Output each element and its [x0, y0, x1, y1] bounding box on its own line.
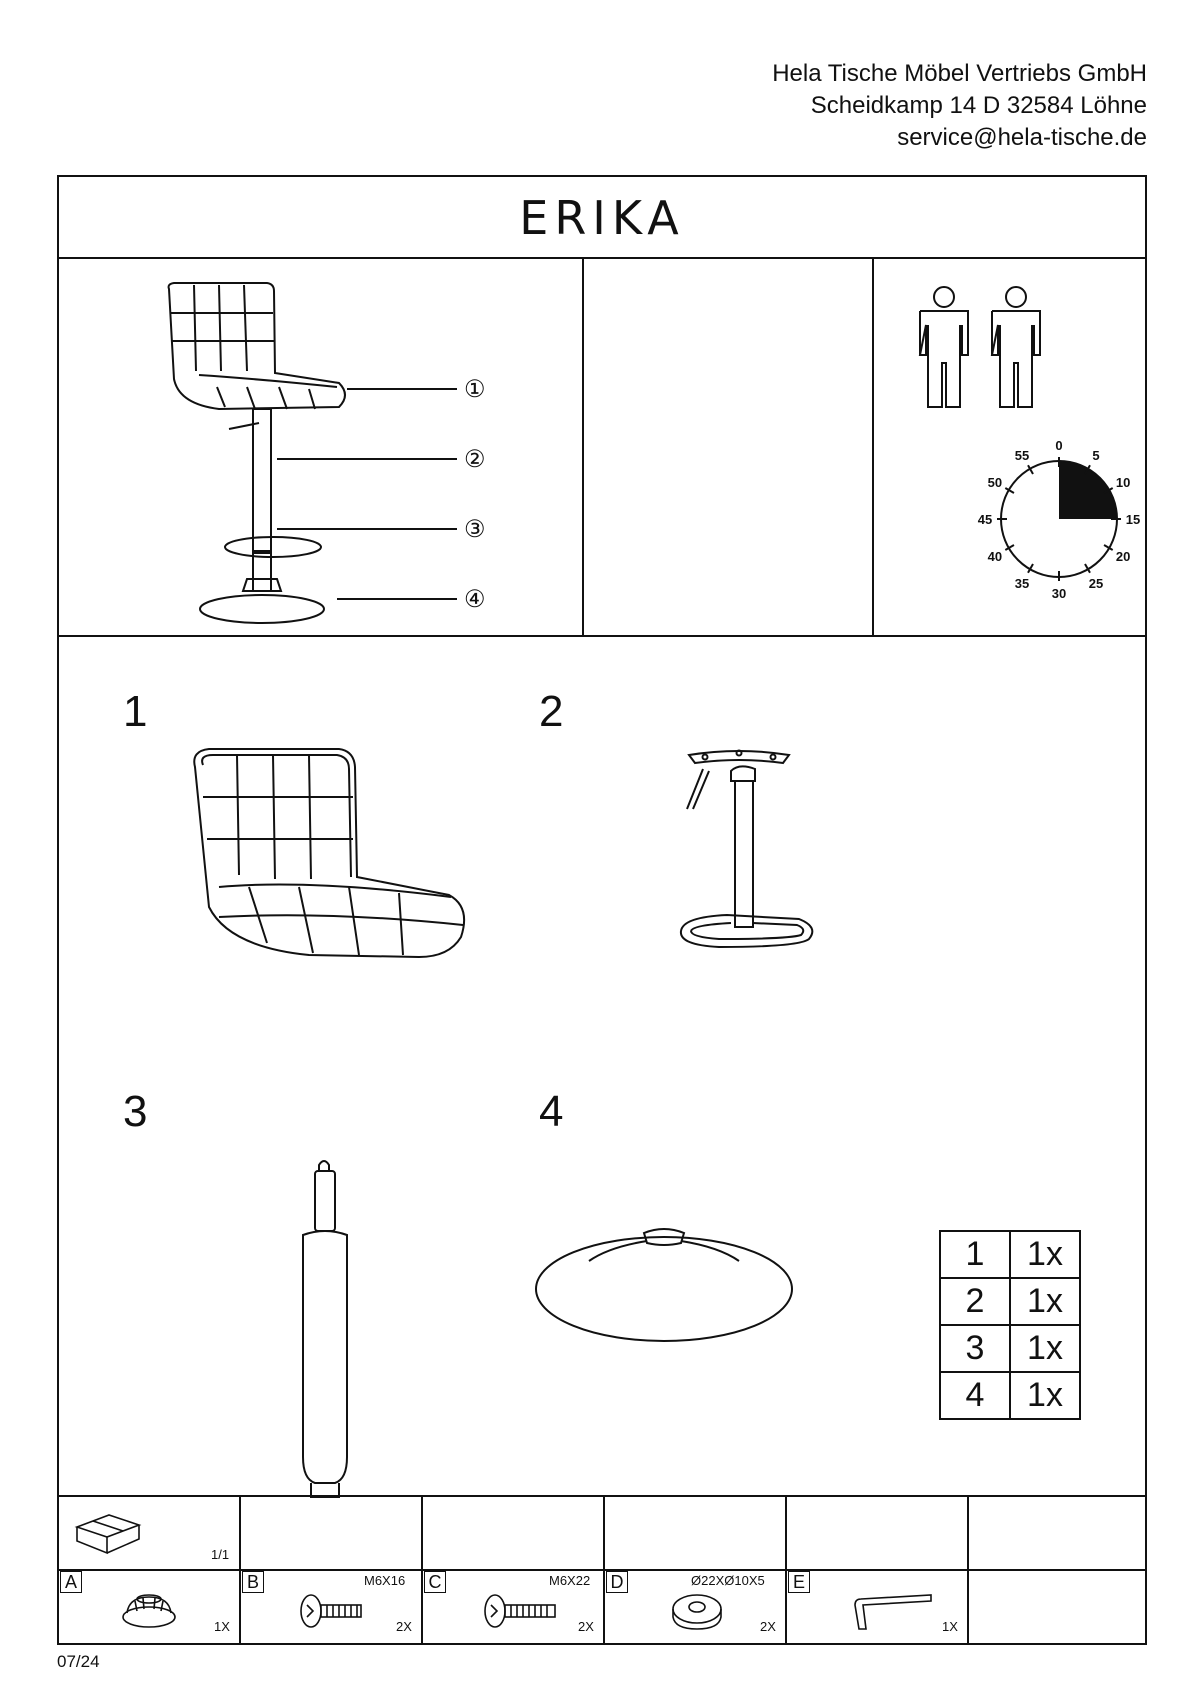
qty-cell: 1x [1010, 1372, 1080, 1419]
callout-2: ② [464, 446, 486, 473]
bolt-icon [299, 1593, 369, 1633]
hardware-size-c: M6X22 [549, 1573, 591, 1588]
base-plate-illustration [529, 1207, 799, 1347]
hardware-letter-a: A [60, 1571, 82, 1593]
hardware-letter-d: D [606, 1571, 628, 1593]
glide-cap-icon [117, 1587, 181, 1633]
hardware-letter-e: E [788, 1571, 810, 1593]
clock-label: 20 [1115, 549, 1131, 564]
parts-area [59, 637, 1145, 1495]
clock-label: 40 [987, 549, 1003, 564]
qty-cell: 1x [1010, 1278, 1080, 1325]
quantity-table [939, 1230, 1081, 1420]
washer-icon [667, 1589, 727, 1633]
company-name: Hela Tische Möbel Vertriebs GmbH [772, 60, 1147, 87]
part-number-3: 3 [123, 1087, 148, 1136]
clock-label: 50 [987, 475, 1003, 490]
revision-date: 07/24 [57, 1652, 100, 1671]
overview-row [59, 259, 1145, 637]
table-row [940, 1231, 1080, 1278]
callout-3: ③ [464, 516, 486, 543]
company-info [772, 58, 1147, 154]
clock-label: 5 [1092, 447, 1100, 463]
box-count: 1/1 [211, 1547, 230, 1562]
divider [59, 1569, 1145, 1571]
table-row [940, 1372, 1080, 1419]
title-row [59, 177, 1145, 259]
hardware-qty-e: 1X [942, 1619, 958, 1634]
hardware-letter-b: B [242, 1571, 264, 1593]
divider [603, 1497, 605, 1643]
callout-1: ① [464, 376, 486, 403]
clock-label: 0 [1055, 438, 1063, 453]
company-address: Scheidkamp 14 D 32584 Löhne [810, 92, 1147, 119]
timer-clock-icon [959, 419, 1159, 619]
part-cell: 2 [940, 1278, 1010, 1325]
table-row [940, 1278, 1080, 1325]
clock-label: 15 [1125, 512, 1141, 527]
part-cell: 1 [940, 1231, 1010, 1278]
part-number-4: 4 [539, 1087, 564, 1136]
table-row [940, 1325, 1080, 1372]
assembled-stool-illustration [159, 279, 579, 629]
hardware-strip [59, 1495, 1145, 1643]
product-title: ERIKA [519, 191, 685, 245]
clock-label: 35 [1014, 576, 1030, 592]
hardware-size-d: Ø22XØ10X5 [691, 1573, 765, 1588]
part-cell: 4 [940, 1372, 1010, 1419]
two-persons-icon [914, 285, 1054, 415]
instruction-sheet [57, 175, 1147, 1645]
divider [872, 259, 874, 635]
qty-cell: 1x [1010, 1325, 1080, 1372]
divider [967, 1497, 969, 1643]
divider [421, 1497, 423, 1643]
callout-4: ④ [464, 586, 486, 613]
clock-label: 30 [1051, 586, 1067, 601]
clock-label: 10 [1115, 475, 1131, 490]
clock-label: 55 [1014, 447, 1030, 463]
part-number-2: 2 [539, 687, 564, 736]
allen-key-icon [849, 1593, 939, 1637]
hardware-qty-b: 2X [396, 1619, 412, 1634]
hardware-letter-c: C [424, 1571, 446, 1593]
seat-part-illustration [189, 747, 499, 977]
seat-mechanism-illustration [679, 747, 859, 957]
company-email: service@hela-tische.de [897, 124, 1147, 151]
part-number-1: 1 [123, 687, 148, 736]
box-icon [73, 1507, 143, 1557]
divider [239, 1497, 241, 1643]
clock-label: 45 [977, 512, 993, 527]
qty-cell: 1x [1010, 1231, 1080, 1278]
gas-cylinder-illustration [289, 1157, 369, 1507]
divider [582, 259, 584, 635]
hardware-qty-a: 1X [214, 1619, 230, 1634]
bolt-icon [483, 1593, 563, 1633]
part-cell: 3 [940, 1325, 1010, 1372]
clock-label: 25 [1088, 576, 1104, 592]
divider [785, 1497, 787, 1643]
hardware-qty-c: 2X [578, 1619, 594, 1634]
hardware-qty-d: 2X [760, 1619, 776, 1634]
hardware-size-b: M6X16 [364, 1573, 406, 1588]
